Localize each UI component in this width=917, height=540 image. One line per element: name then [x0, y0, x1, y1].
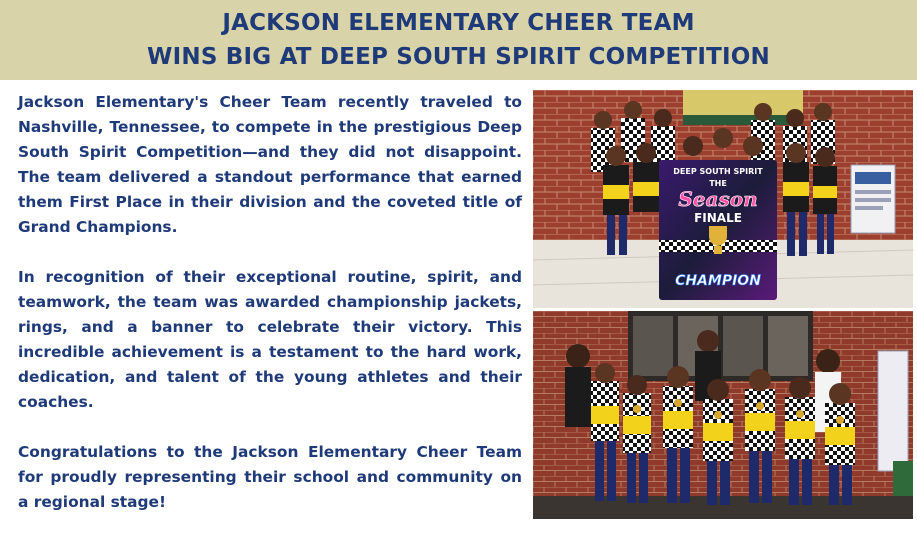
header-banner: [0, 0, 917, 80]
paragraph-2: In recognition of their exceptional routine, spirit, and teamwork, the team was awarded championship jackets, rings, and a banner to celebrate their victory. This incredible achievement is a testament to the hard work, dedication, and talent of the young athletes and their coaches.: [18, 268, 522, 411]
banner-title: DEEP SOUTH SPIRIT: [673, 167, 763, 176]
article-body: [18, 90, 522, 540]
banner-champion: CHAMPION: [675, 273, 761, 289]
banner-finale: FINALE: [694, 211, 742, 225]
team-rings-photo: [533, 311, 913, 519]
banner-season: Season: [678, 187, 758, 211]
paragraph-3: Congratulations to the Jackson Elementary Cheer Team for proudly representing their school and community on a regional stage!: [18, 443, 522, 511]
headline-line-1: JACKSON ELEMENTARY CHEER TEAM: [222, 10, 695, 36]
paragraph-1: Jackson Elementary's Cheer Team recently traveled to Nashville, Tennessee, to compete in the prestigious Deep South Spirit Competition—and they did not disappoint. The team delivered a standout performance that earned them First Place in their division and the coveted title of Grand Champions.: [18, 93, 522, 236]
headline-line-2: WINS BIG AT DEEP SOUTH SPIRIT COMPETITION: [147, 44, 770, 70]
banner-the: THE: [709, 179, 727, 188]
team-banner-photo: [533, 90, 913, 308]
